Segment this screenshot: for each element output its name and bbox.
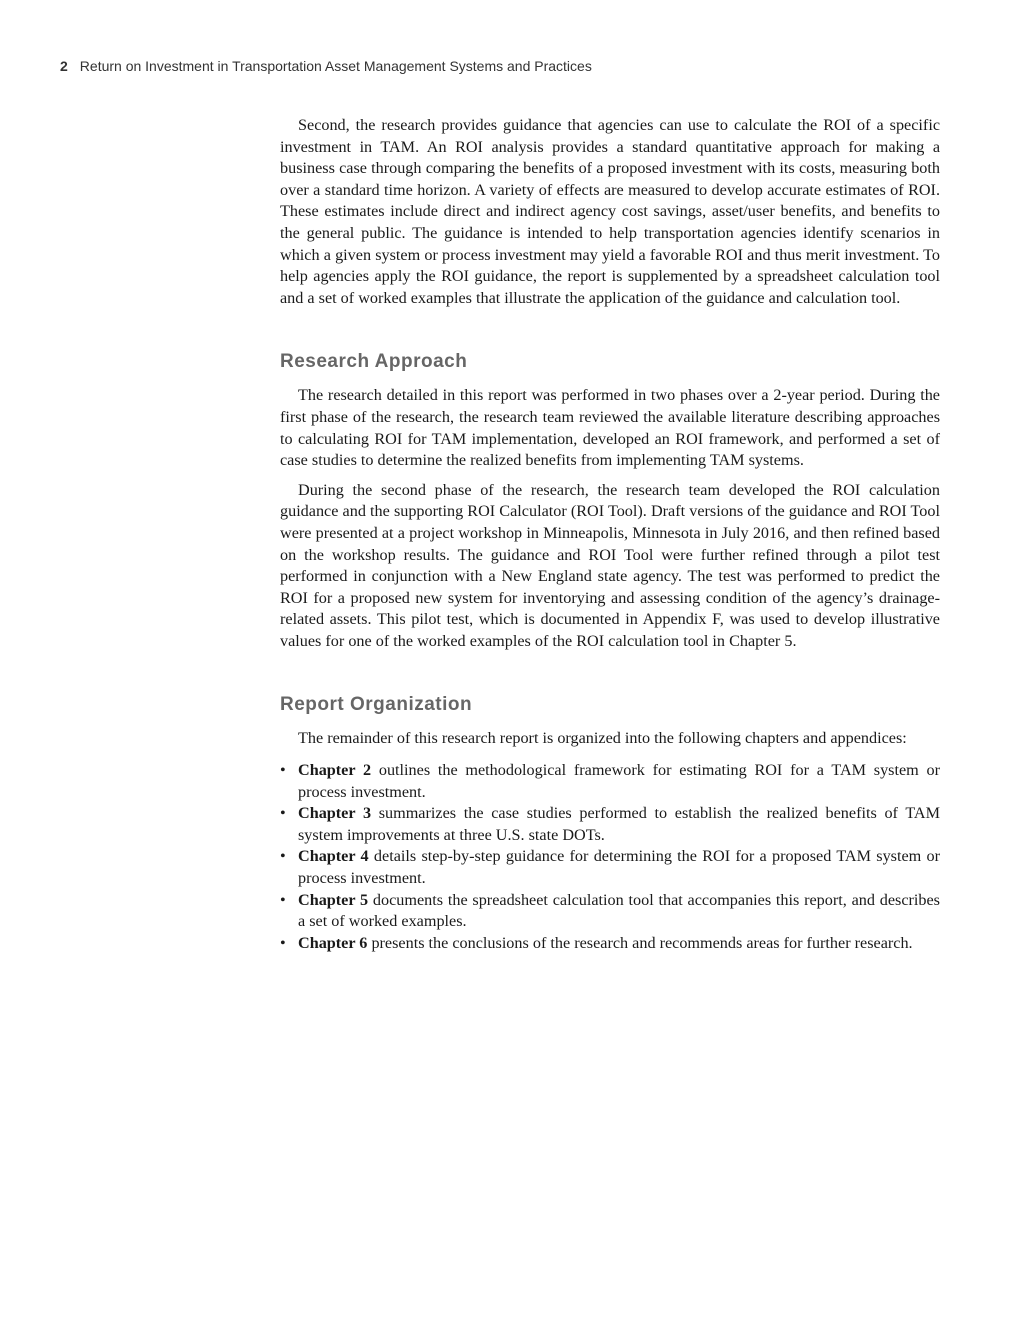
list-item xyxy=(280,846,940,889)
chapter-description: outlines the methodological framework for estimating ROI for a TAM system or process investment. xyxy=(298,761,940,801)
bullet: • xyxy=(280,847,286,866)
running-title: Return on Investment in Transportation Asset Management Systems and Practices xyxy=(79,58,592,74)
research-approach-heading: Research Approach xyxy=(280,351,468,373)
chapter-name: Chapter 6 xyxy=(298,933,368,952)
list-item xyxy=(280,803,940,846)
chapter-name: Chapter 5 xyxy=(298,890,369,909)
bullet: • xyxy=(280,890,286,909)
chapter-list xyxy=(280,760,940,954)
chapter-description: presents the conclusions of the research and recommends areas for further research. xyxy=(367,933,913,952)
chapter-description: summarizes the case studies performed to establish the realized benefits of TAM system improvements at three U.S. state DOTs. xyxy=(298,804,940,844)
research-approach-paragraph-1: The research detailed in this report was performed in two phases over a 2-year period. During the first phase of the research, the research team reviewed the available literature describing approaches to calculating ROI for TAM implementation, developed an ROI framework, and performed a set of case studies to determine the realized benefits from implementing TAM systems. xyxy=(280,386,940,470)
running-head xyxy=(60,58,592,74)
page-number: 2 xyxy=(60,58,68,74)
bullet: • xyxy=(280,761,286,780)
chapter-description: documents the spreadsheet calculation tool that accompanies this report, and describes a set of worked examples. xyxy=(298,890,940,931)
bullet: • xyxy=(280,933,286,952)
report-organization-intro: The remainder of this research report is organized into the following chapters and appendices: xyxy=(298,729,907,748)
chapter-description: details step-by-step guidance for determining the ROI for a proposed TAM system or process investment. xyxy=(298,847,940,888)
bullet: • xyxy=(280,804,286,823)
chapter-name: Chapter 4 xyxy=(298,847,369,866)
chapter-name: Chapter 3 xyxy=(298,804,372,823)
intro-paragraph: Second, the research provides guidance that agencies can use to calculate the ROI of a specific investment in TAM. An ROI analysis provides a standard quantitative approach for making a business case through comparing the benefits of a proposed investment with its costs, measuring both over a standard time horizon. A variety of effects are measured to develop accurate estimates of ROI. These estimates include direct and indirect agency cost savings, asset/user benefits, and benefits to the general public. The guidance is intended to help transportation agencies identify scenarios in which a given system or process investment may yield a favorable ROI and thus merit investment. To help agencies apply the ROI guidance, the report is supplemented by a spreadsheet calculation tool and a set of worked examples that illustrate the application of the guidance and calculation tool. xyxy=(280,116,940,307)
list-item xyxy=(280,760,940,803)
list-item xyxy=(280,890,940,933)
list-item xyxy=(280,933,940,955)
report-organization-heading: Report Organization xyxy=(280,694,473,716)
chapter-name: Chapter 2 xyxy=(298,761,372,780)
main-content xyxy=(280,115,940,954)
research-approach-paragraph-2: During the second phase of the research, the research team developed the ROI calculation guidance and the supporting ROI Calculator (ROI Tool). Draft versions of the guidance and ROI Tool were presented at a project workshop in Minneapolis, Minnesota in July 2016, and then refined based on the workshop results. The guidance and ROI Tool were further refined through a pilot test performed in conjunction with a New England state agency. The test was performed to predict the ROI for a proposed new system for inventorying and assessing condition of the agency’s drainage-related assets. This pilot test, which is documented in Appendix F, was used to develop illustrative values for one of the worked examples of the ROI calculation tool in Chapter 5. xyxy=(280,480,940,650)
